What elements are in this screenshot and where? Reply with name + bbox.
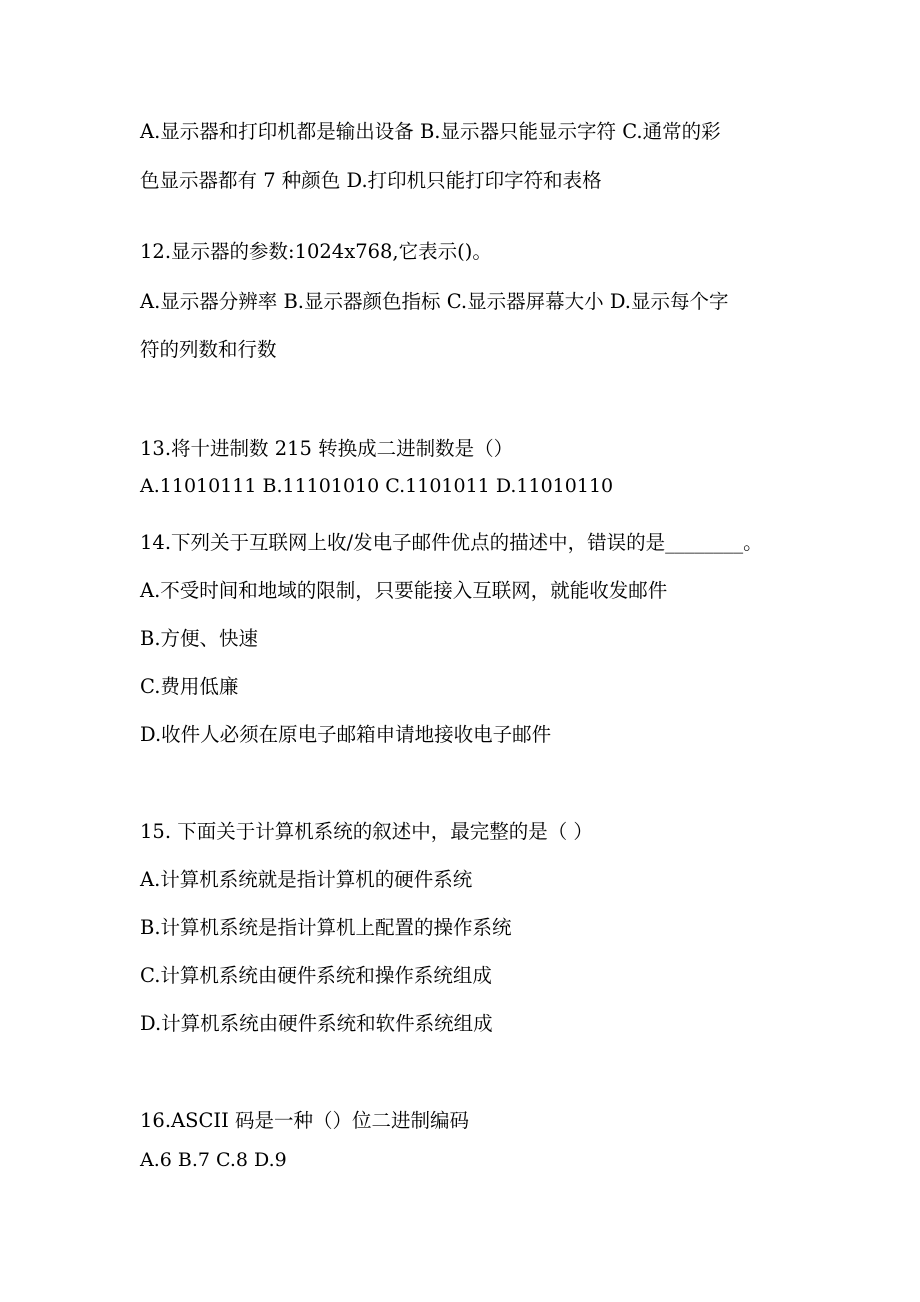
q14-question: 14.下列关于互联网上收/发电子邮件优点的描述中，错误的是________。	[140, 531, 763, 554]
q16-question: 16.ASCII 码是一种（）位二进制编码	[140, 1109, 469, 1132]
q11-options-line-2: 色显示器都有 7 种颜色 D.打印机只能打印字符和表格	[140, 169, 602, 192]
q15-option-d: D.计算机系统由硬件系统和软件系统组成	[140, 1012, 493, 1035]
q15-option-c: C.计算机系统由硬件系统和操作系统组成	[140, 964, 492, 987]
q15-question: 15. 下面关于计算机系统的叙述中，最完整的是（ ）	[140, 820, 593, 843]
q12-question: 12.显示器的参数:1024x768,它表示()。	[140, 240, 492, 263]
q16-options: A.6 B.7 C.8 D.9	[140, 1149, 287, 1171]
q13-question: 13.将十进制数 215 转换成二进制数是（）	[140, 437, 514, 460]
q15-option-a: A.计算机系统就是指计算机的硬件系统	[140, 868, 473, 891]
q12-options-line-1: A.显示器分辨率 B.显示器颜色指标 C.显示器屏幕大小 D.显示每个字	[140, 290, 729, 313]
q15-option-b: B.计算机系统是指计算机上配置的操作系统	[140, 916, 512, 939]
q13-options: A.11010111 B.11101010 C.1101011 D.11010110	[140, 475, 614, 497]
q14-option-b: B.方便、快速	[140, 627, 259, 650]
q11-options-line-1: A.显示器和打印机都是输出设备 B.显示器只能显示字符 C.通常的彩	[140, 120, 721, 143]
q12-options-line-2: 符的列数和行数	[140, 338, 277, 361]
q14-option-a: A.不受时间和地域的限制，只要能接入互联网，就能收发邮件	[140, 579, 668, 602]
q14-option-d: D.收件人必须在原电子邮箱申请地接收电子邮件	[140, 723, 552, 746]
q14-option-c: C.费用低廉	[140, 675, 239, 698]
